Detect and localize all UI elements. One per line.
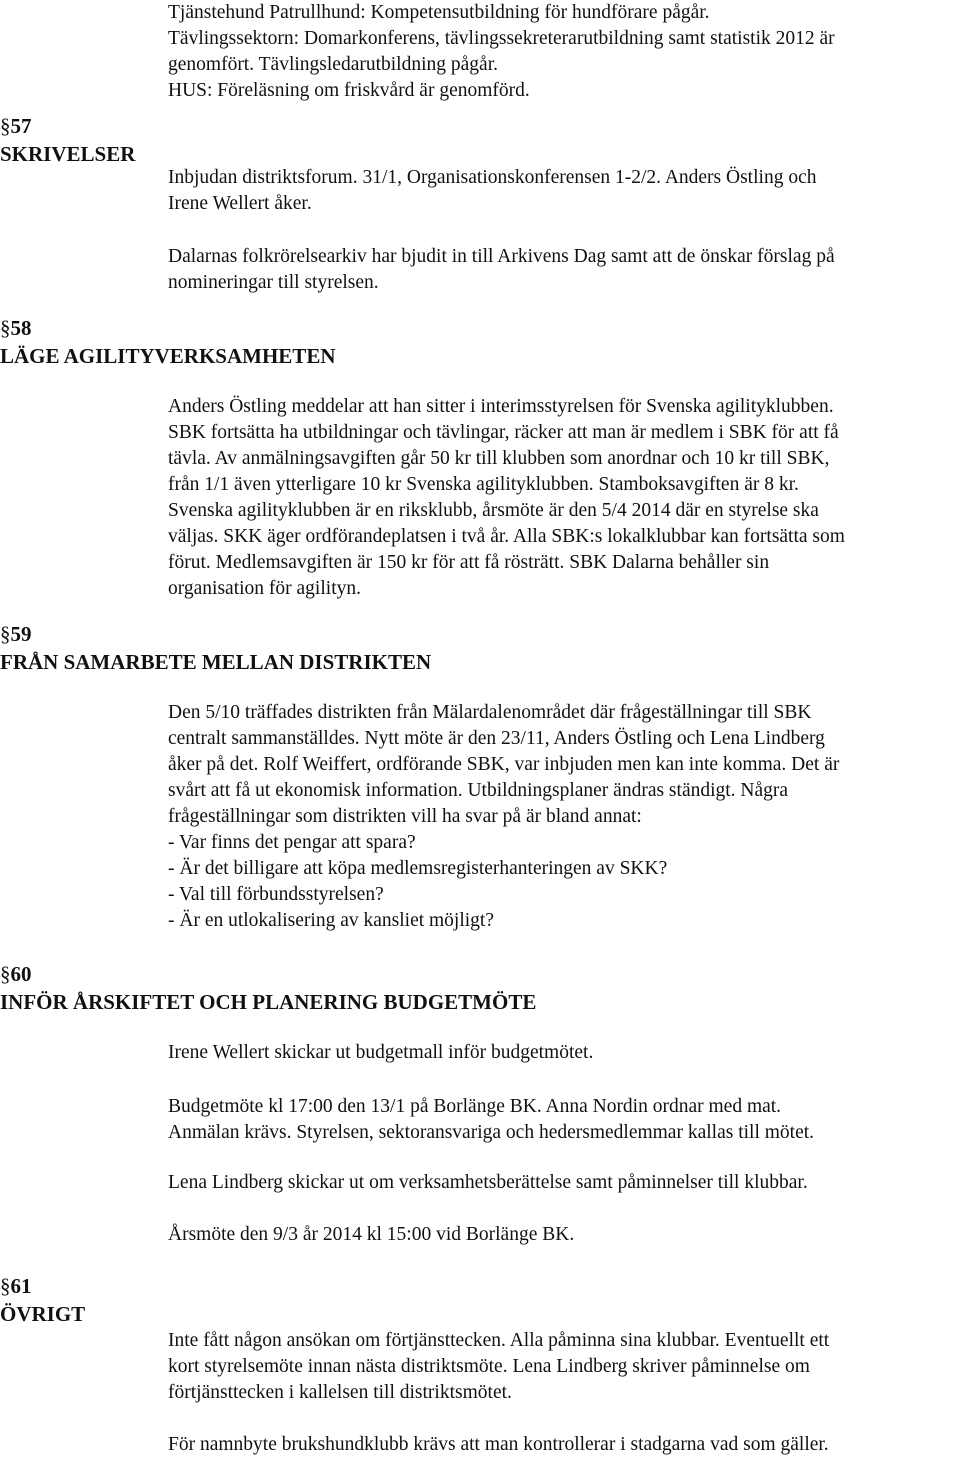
text-line: svårt att få ut ekonomisk information. Utbildningsplaner ändras ständigt. Några bbox=[168, 780, 789, 801]
list-item: - Är en utlokalisering av kansliet möjligt? bbox=[168, 910, 495, 931]
section-title: ÖVRIGT bbox=[0, 1302, 86, 1326]
text-line: förut. Medlemsavgiften är 150 kr för att få rösträtt. SBK Dalarna behåller sin bbox=[168, 552, 770, 573]
text-line: Irene Wellert åker. bbox=[168, 193, 312, 214]
section-number: 59 bbox=[10, 622, 32, 646]
s60-paragraph-3 bbox=[168, 1170, 958, 1196]
text-line: Årsmöte den 9/3 år 2014 kl 15:00 vid Borlänge BK. bbox=[168, 1224, 575, 1245]
text-line: Dalarnas folkrörelsearkiv har bjudit in till Arkivens Dag samt att de önskar förslag på bbox=[168, 246, 835, 267]
text-line: Svenska agilityklubben är en riksklubb, årsmöte är den 5/4 2014 där en styrelse ska bbox=[168, 500, 819, 521]
text-line: från 1/1 även ytterligare 10 kr Svenska agilityklubben. Stamboksavgiften är 8 kr. bbox=[168, 474, 799, 495]
text-line: SBK fortsätta ha utbildningar och tävlingar, räcker att man är medlem i SBK för att få bbox=[168, 422, 839, 443]
s61-paragraph-2 bbox=[168, 1432, 958, 1458]
text-line: Anders Östling meddelar att han sitter i interimsstyrelsen för Svenska agilityklubben. bbox=[168, 396, 834, 417]
text-line: Lena Lindberg skickar ut om verksamhetsberättelse samt påminnelser till klubbar. bbox=[168, 1172, 808, 1193]
text-line: Inte fått någon ansökan om förtjänsttecken. Alla påminna sina klubbar. Eventuellt ett bbox=[168, 1330, 830, 1351]
text-line: förtjänsttecken i kallelsen till distriktsmötet. bbox=[168, 1382, 512, 1403]
section-title: INFÖR ÅRSKIFTET OCH PLANERING BUDGETMÖTE bbox=[0, 990, 537, 1014]
text-line: centralt sammanställdes. Nytt möte är den 23/11, Anders Östling och Lena Lindberg bbox=[168, 728, 825, 749]
section-number: 58 bbox=[10, 316, 32, 340]
text-line: Irene Wellert skickar ut budgetmall inför budgetmötet. bbox=[168, 1042, 594, 1063]
section-title: LÄGE AGILITYVERKSAMHETEN bbox=[0, 344, 336, 368]
text-line: Inbjudan distriktsforum. 31/1, Organisationskonferensen 1-2/2. Anders Östling och bbox=[168, 167, 817, 188]
section-heading-57: §57 SKRIVELSER bbox=[0, 114, 136, 166]
top-paragraph bbox=[168, 0, 958, 104]
section-number: 60 bbox=[10, 962, 32, 986]
text-line: Tjänstehund Patrullhund: Kompetensutbildning för hundförare pågår. bbox=[168, 2, 710, 23]
text-line: Den 5/10 träffades distrikten från Mälardalenområdet där frågeställningar till SBK bbox=[168, 702, 812, 723]
s61-paragraph-1 bbox=[168, 1328, 958, 1406]
section-title: SKRIVELSER bbox=[0, 142, 136, 166]
s60-paragraph-2 bbox=[168, 1094, 958, 1146]
section-heading-61: §61 ÖVRIGT bbox=[0, 1274, 86, 1326]
text-line: Budgetmöte kl 17:00 den 13/1 på Borlänge BK. Anna Nordin ordnar med mat. bbox=[168, 1096, 782, 1117]
text-line: organisation för agilityn. bbox=[168, 578, 361, 599]
text-line: För namnbyte brukshundklubb krävs att man kontrollerar i stadgarna vad som gäller. bbox=[168, 1434, 829, 1455]
text-line: genomfört. Tävlingsledarutbildning pågår. bbox=[168, 54, 498, 75]
text-line: Tävlingssektorn: Domarkonferens, tävlingssekreterarutbildning samt statistik 2012 är bbox=[168, 28, 835, 49]
s60-paragraph-1 bbox=[168, 1040, 958, 1066]
text-line: väljas. SKK äger ordförandeplatsen i två år. Alla SBK:s lokalklubbar kan fortsätta som bbox=[168, 526, 845, 547]
text-line: frågeställningar som distrikten vill ha svar på är bland annat: bbox=[168, 806, 642, 827]
list-item: - Är det billigare att köpa medlemsregisterhanteringen av SKK? bbox=[168, 858, 668, 879]
section-number: 61 bbox=[10, 1274, 32, 1298]
s59-paragraph-1 bbox=[168, 700, 958, 934]
text-line: åker på det. Rolf Weiffert, ordförande SBK, var inbjuden men kan inte komma. Det är bbox=[168, 754, 840, 775]
text-line: kort styrelsemöte innan nästa distriktsmöte. Lena Lindberg skriver påminnelse om bbox=[168, 1356, 810, 1377]
text-line: Anmälan krävs. Styrelsen, sektoransvariga och hedersmedlemmar kallas till mötet. bbox=[168, 1122, 815, 1143]
text-line: HUS: Föreläsning om friskvård är genomförd. bbox=[168, 80, 530, 101]
section-heading-60: §60 INFÖR ÅRSKIFTET OCH PLANERING BUDGETMÖTE bbox=[0, 962, 537, 1014]
s58-paragraph-1 bbox=[168, 394, 958, 602]
list-item: - Val till förbundsstyrelsen? bbox=[168, 884, 384, 905]
list-item: - Var finns det pengar att spara? bbox=[168, 832, 416, 853]
s60-paragraph-4 bbox=[168, 1222, 958, 1248]
section-title: FRÅN SAMARBETE MELLAN DISTRIKTEN bbox=[0, 650, 432, 674]
s57-paragraph-2 bbox=[168, 244, 958, 296]
text-line: tävla. Av anmälningsavgiften går 50 kr till klubben som anordnar och 10 kr till SBK, bbox=[168, 448, 830, 469]
section-number: 57 bbox=[10, 114, 32, 138]
text-line: nomineringar till styrelsen. bbox=[168, 272, 379, 293]
section-heading-58: §58 LÄGE AGILITYVERKSAMHETEN bbox=[0, 316, 336, 368]
s57-paragraph-1 bbox=[168, 165, 958, 217]
section-heading-59: §59 FRÅN SAMARBETE MELLAN DISTRIKTEN bbox=[0, 622, 432, 674]
